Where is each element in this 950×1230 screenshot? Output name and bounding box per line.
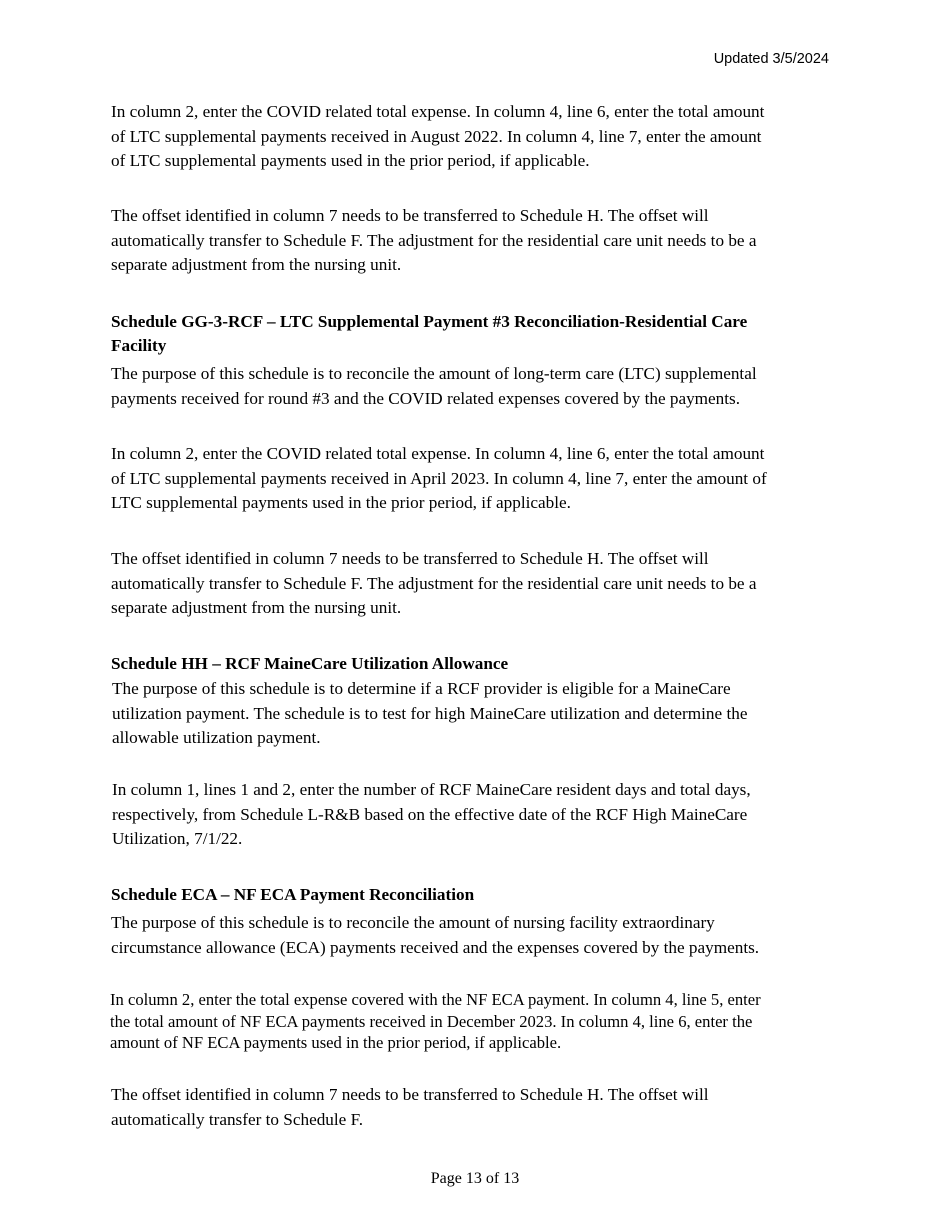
text-line: automatically transfer to Schedule F. The adjustment for the residential care unit needs to be a <box>111 573 757 593</box>
text-line: automatically transfer to Schedule F. The adjustment for the residential care unit needs to be a <box>111 230 757 250</box>
text-line: the total amount of NF ECA payments received in December 2023. In column 4, line 6, enter the <box>110 1011 753 1031</box>
text-line: utilization payment. The schedule is to test for high MaineCare utilization and determine the <box>112 703 748 723</box>
text-line: separate adjustment from the nursing unit. <box>111 255 402 274</box>
text-line: allowable utilization payment. <box>112 728 321 747</box>
heading-line: Facility <box>111 336 167 355</box>
paragraph-gg3-instructions <box>111 442 836 516</box>
page-number: Page 13 of 13 <box>430 1170 520 1187</box>
text-line: automatically transfer to Schedule F. <box>111 1109 364 1129</box>
text-line: of LTC supplemental payments received in April 2023. In column 4, line 7, enter the amount of <box>111 468 767 488</box>
text-line: circumstance allowance (ECA) payments received and the expenses covered by the payments. <box>111 937 760 957</box>
text-line: The offset identified in column 7 needs to be transferred to Schedule H. The offset will <box>111 1085 709 1104</box>
text-line: separate adjustment from the nursing unit. <box>111 598 402 617</box>
text-line: of LTC supplemental payments used in the prior period, if applicable. <box>111 151 590 170</box>
text-line: respectively, from Schedule L-R&B based on the effective date of the RCF High MaineCare <box>112 804 748 824</box>
paragraph-gg2-offset <box>111 204 836 278</box>
paragraph-eca-instructions <box>110 989 855 1054</box>
text-line: In column 2, enter the COVID related total expense. In column 4, line 6, enter the total amount <box>111 102 765 121</box>
paragraph-gg2-instructions <box>111 100 836 174</box>
paragraph-eca-offset <box>111 1083 836 1132</box>
text-line: In column 1, lines 1 and 2, enter the number of RCF MaineCare resident days and total days, <box>112 780 751 799</box>
text-line: The purpose of this schedule is to reconcile the amount of nursing facility extraordinary <box>111 913 715 932</box>
updated-date: Updated 3/5/2024 <box>713 51 829 67</box>
text-line: Utilization, 7/1/22. <box>112 829 243 848</box>
paragraph-hh-purpose <box>112 677 837 751</box>
heading-line: Schedule GG-3-RCF – LTC Supplemental Payment #3 Reconciliation-Residential Care <box>111 312 748 331</box>
paragraph-eca-purpose <box>111 911 836 960</box>
text-line: The purpose of this schedule is to determine if a RCF provider is eligible for a MaineCare <box>112 679 731 698</box>
text-line: The offset identified in column 7 needs to be transferred to Schedule H. The offset will <box>111 549 709 568</box>
text-line: LTC supplemental payments used in the prior period, if applicable. <box>111 493 571 512</box>
text-line: In column 2, enter the COVID related total expense. In column 4, line 6, enter the total amount <box>111 444 765 463</box>
text-line: payments received for round #3 and the COVID related expenses covered by the payments. <box>111 388 741 408</box>
text-line: In column 2, enter the total expense covered with the NF ECA payment. In column 4, line 5, enter <box>110 990 761 1009</box>
text-line: The offset identified in column 7 needs to be transferred to Schedule H. The offset will <box>111 206 709 225</box>
text-line: of LTC supplemental payments received in August 2022. In column 4, line 7, enter the amount <box>111 126 762 146</box>
paragraph-hh-instructions <box>112 778 837 852</box>
section-heading-hh: Schedule HH – RCF MaineCare Utilization Allowance <box>111 654 509 673</box>
paragraph-gg3-offset <box>111 547 836 621</box>
section-heading-eca: Schedule ECA – NF ECA Payment Reconciliation <box>111 885 475 904</box>
text-line: amount of NF ECA payments used in the prior period, if applicable. <box>110 1033 562 1052</box>
section-heading-gg3 <box>111 310 836 358</box>
paragraph-gg3-purpose <box>111 362 836 411</box>
text-line: The purpose of this schedule is to reconcile the amount of long-term care (LTC) supplemental <box>111 364 757 383</box>
